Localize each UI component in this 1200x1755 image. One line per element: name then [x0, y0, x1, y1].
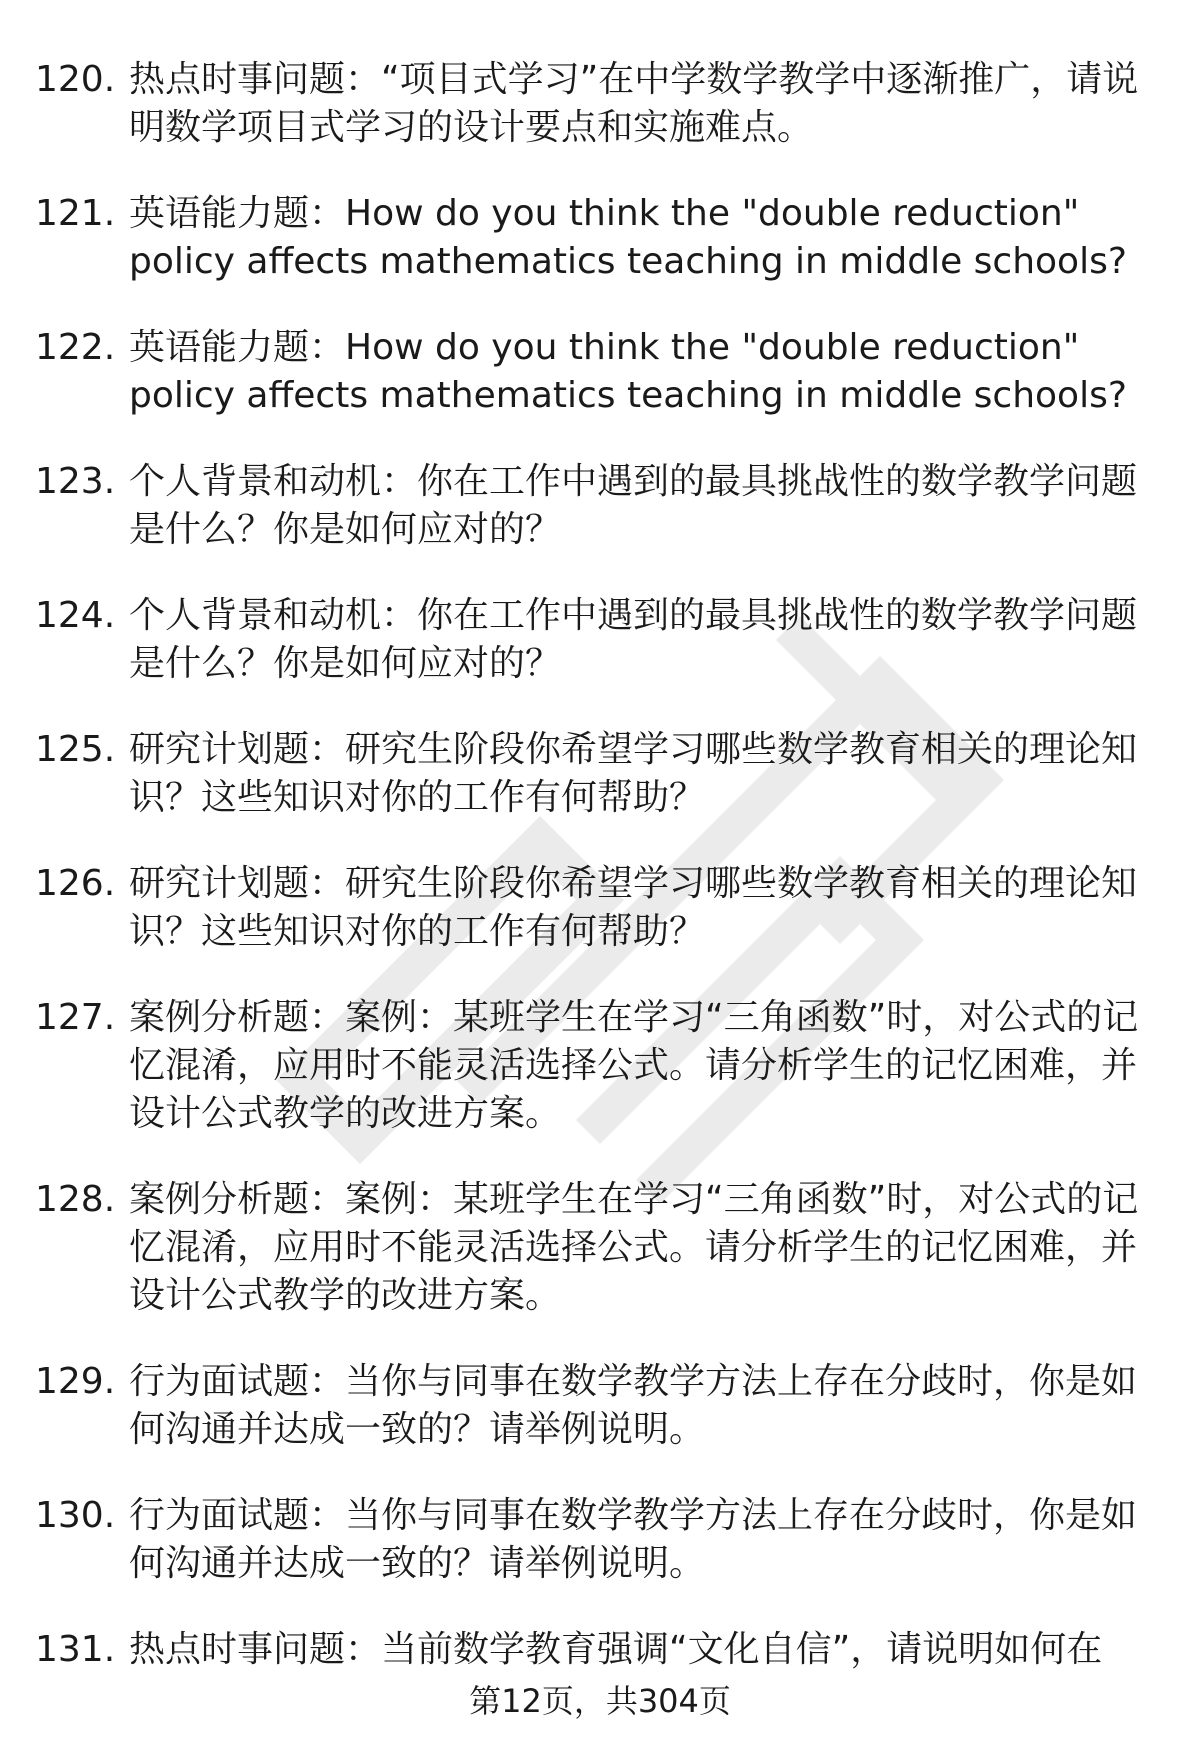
list-item	[0, 726, 1200, 822]
list-item	[0, 190, 1200, 286]
list-item	[0, 994, 1200, 1138]
question-number: 129.	[35, 1361, 116, 1402]
list-item	[0, 1626, 1200, 1674]
question-text: 个人背景和动机：你在工作中遇到的最具挑战性的数学教学问题是什么？你是如何应对的？	[129, 595, 1138, 684]
list-item	[0, 592, 1200, 688]
list-item	[0, 324, 1200, 420]
question-number: 121.	[35, 193, 116, 234]
question-text: 案例分析题：案例：某班学生在学习“三角函数”时，对公式的记忆混淆，应用时不能灵活选择公式。请分析学生的记忆困难，并设计公式教学的改进方案。	[129, 1179, 1139, 1316]
question-text: 热点时事问题：“项目式学习”在中学数学教学中逐渐推广，请说明数学项目式学习的设计要点和实施难点。	[129, 59, 1139, 148]
question-number: 130.	[35, 1495, 116, 1536]
question-text: 个人背景和动机：你在工作中遇到的最具挑战性的数学教学问题是什么？你是如何应对的？	[129, 461, 1138, 550]
question-number: 122.	[35, 327, 116, 368]
question-number: 120.	[35, 59, 116, 100]
page-number-label: 第12页，共304页	[469, 1682, 731, 1720]
question-number: 123.	[35, 461, 116, 502]
list-item	[0, 56, 1200, 152]
question-number: 124.	[35, 595, 116, 636]
list-item	[0, 1358, 1200, 1454]
question-number: 125.	[35, 729, 116, 770]
question-text: 案例分析题：案例：某班学生在学习“三角函数”时，对公式的记忆混淆，应用时不能灵活选择公式。请分析学生的记忆困难，并设计公式教学的改进方案。	[129, 997, 1139, 1134]
question-number: 128.	[35, 1179, 116, 1220]
question-text: 研究计划题：研究生阶段你希望学习哪些数学教育相关的理论知识？这些知识对你的工作有何帮助？	[129, 729, 1138, 818]
question-text: 热点时事问题：当前数学教育强调“文化自信”，请说明如何在	[129, 1629, 1103, 1670]
question-text: 英语能力题：How do you think the "double reduction" policy affects mathematics teaching in middle schools?	[129, 327, 1127, 416]
list-item	[0, 1176, 1200, 1320]
question-number: 131.	[35, 1629, 116, 1670]
question-text: 英语能力题：How do you think the "double reduction" policy affects mathematics teaching in middle schools?	[129, 193, 1127, 282]
list-item	[0, 1492, 1200, 1588]
question-text: 研究计划题：研究生阶段你希望学习哪些数学教育相关的理论知识？这些知识对你的工作有何帮助？	[129, 863, 1138, 952]
question-number: 127.	[35, 997, 116, 1038]
question-number: 126.	[35, 863, 116, 904]
question-text: 行为面试题：当你与同事在数学教学方法上存在分歧时，你是如何沟通并达成一致的？请举例说明。	[129, 1361, 1138, 1450]
question-list	[0, 56, 1200, 1712]
list-item	[0, 860, 1200, 956]
list-item	[0, 458, 1200, 554]
question-text: 行为面试题：当你与同事在数学教学方法上存在分歧时，你是如何沟通并达成一致的？请举例说明。	[129, 1495, 1138, 1584]
